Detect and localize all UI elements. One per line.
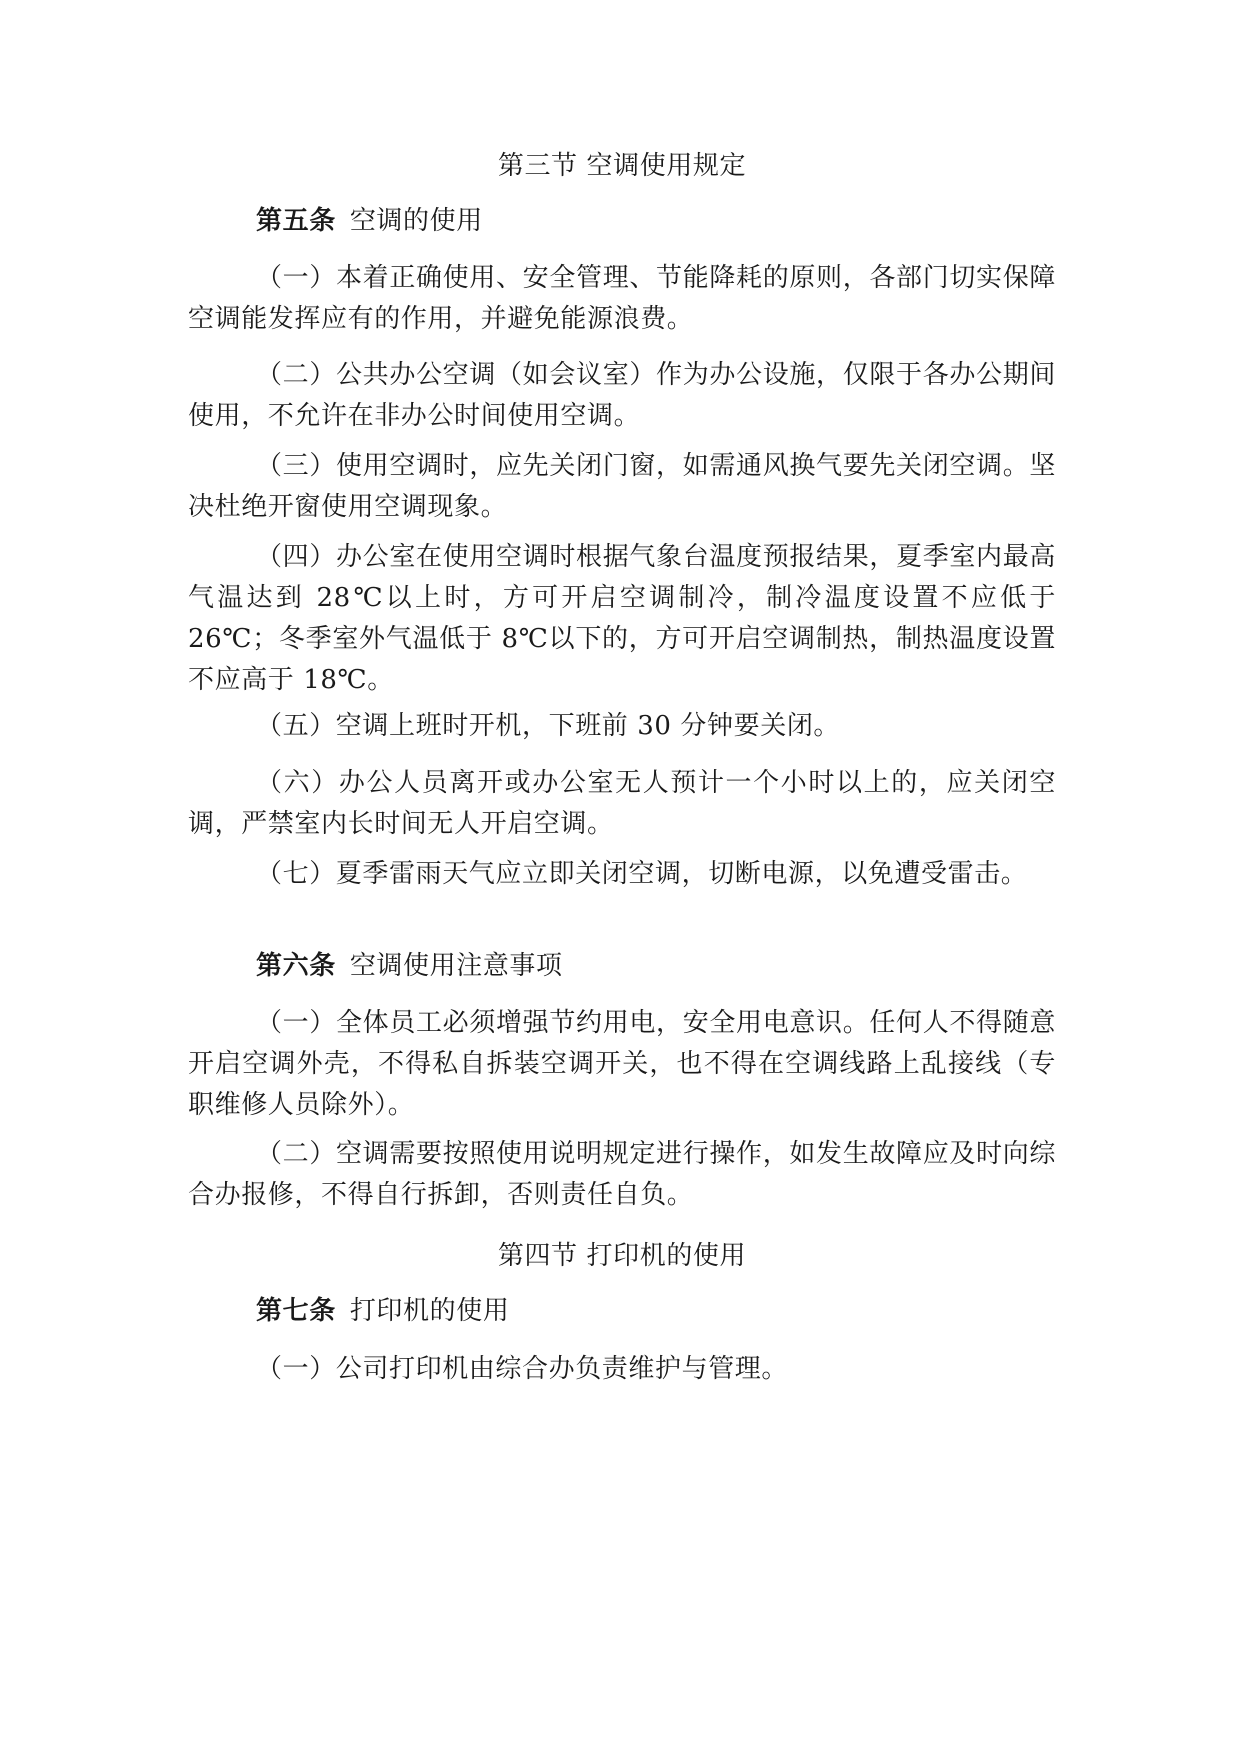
paragraph: （五）空调上班时开机，下班前 30 分钟要关闭。 <box>256 711 841 741</box>
paragraph: （二）空调需要按照使用说明规定进行操作，如发生故障应及时向综合办报修，不得自行拆卸，否则责任自负。 <box>188 1139 1056 1210</box>
paragraph: （三）使用空调时，应先关闭门窗，如需通风换气要先关闭空调。坚决杜绝开窗使用空调现象。 <box>188 451 1056 522</box>
article-heading <box>256 946 1056 987</box>
paragraph: （一）公司打印机由综合办负责维护与管理。 <box>256 1354 789 1384</box>
article-title: 空调使用注意事项 <box>349 951 563 981</box>
paragraph: （二）公共办公空调（如会议室）作为办公设施，仅限于各办公期间使用，不允许在非办公时间使用空调。 <box>188 360 1056 431</box>
article-label: 第六条 <box>256 951 336 981</box>
paragraph: （一）全体员工必须增强节约用电，安全用电意识。任何人不得随意开启空调外壳，不得私自拆装空调开关，也不得在空调线路上乱接线（专职维修人员除外）。 <box>188 1008 1056 1120</box>
article-title: 打印机的使用 <box>349 1296 510 1326</box>
article-label: 第七条 <box>256 1296 336 1326</box>
article-heading <box>256 201 1056 242</box>
article-label: 第五条 <box>256 206 336 236</box>
article-heading <box>256 1291 1056 1332</box>
article-title: 空调的使用 <box>349 206 483 236</box>
paragraph: （四）办公室在使用空调时根据气象台温度预报结果，夏季室内最高气温达到 28℃以上时，方可开启空调制冷，制冷温度设置不应低于 26℃；冬季室外气温低于 8℃以下的，方可开启空调制热，制热温度设置不应高于 18℃。 <box>188 542 1056 695</box>
section-heading: 第三节 空调使用规定 <box>497 151 747 181</box>
paragraph: （六）办公人员离开或办公室无人预计一个小时以上的，应关闭空调，严禁室内长时间无人开启空调。 <box>188 768 1056 839</box>
paragraph: （一）本着正确使用、安全管理、节能降耗的原则，各部门切实保障空调能发挥应有的作用，并避免能源浪费。 <box>188 263 1056 334</box>
paragraph: （七）夏季雷雨天气应立即关闭空调，切断电源，以免遭受雷击。 <box>256 859 1028 889</box>
section-heading: 第四节 打印机的使用 <box>497 1241 747 1271</box>
